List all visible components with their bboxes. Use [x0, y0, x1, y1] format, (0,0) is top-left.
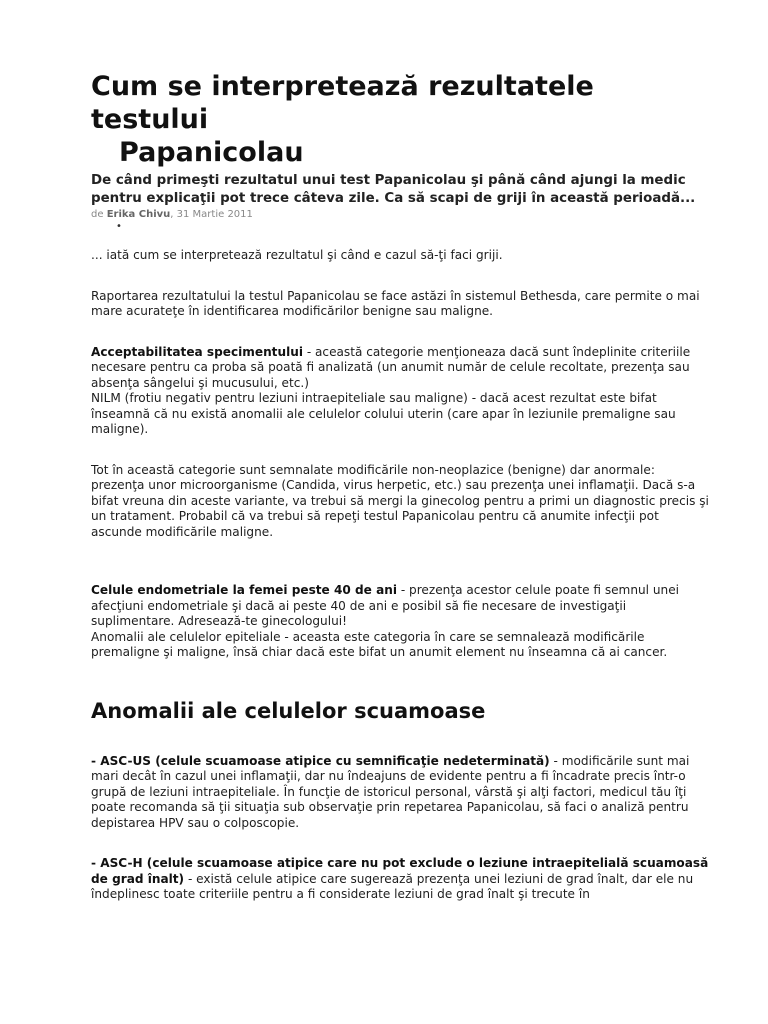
asc-h-text: - există celule atipice care sugerează prezenţa unei leziuni de grad înalt, dar ele nu îndeplinesc toate criteriile pentru a fi considerate leziuni de grad înalt şi trecute în — [91, 871, 694, 901]
byline — [91, 208, 711, 221]
bethesda-paragraph: Raportarea rezultatului la testul Papanicolau se face astăzi în sistemul Bethesda, care permite o mai mare acurateţe în identificarea modificărilor benigne sau maligne. — [91, 288, 700, 318]
article-title — [91, 70, 711, 169]
endometrial-text: - prezenţa acestor celule poate fi semnul unei afecţiuni endometriale şi dacă ai peste 40 de ani e posibil să fie necesare de investigaţii suplimentare. Adresează-te ginecologului! — [91, 583, 680, 628]
non-neoplastic-paragraph: Tot în această categorie sunt semnalate modificările non-neoplazice (benigne) dar anormale: prezenţa unor microorganisme (Candida, virus herpetic, etc.) sau prezenţa unei inflamaţii. Dacă s-a bifat vreuna din aceste variante, va trebui să mergi la ginecolog pentru a primi un diagnostic precis şi un tratament. Probabil că va trebui să repeţi testul Papanicolau pentru că anumite infecţii pot ascunde modificările maligne. — [91, 462, 709, 539]
acceptability-text: - această categorie menţioneaza dacă sunt îndeplinite criteriile necesare pentru ca proba să poată fi analizată (un anumit număr de celule recoltate, prezenţa sau absenţa sângelui şi mucusului, etc.) — [91, 344, 691, 390]
endometrial-paragraph — [91, 583, 711, 630]
acceptability-title: Acceptabilitatea specimentului — [91, 344, 303, 359]
article-title-line2: Papanicolau — [119, 137, 304, 168]
intro-paragraph: ... iată cum se interpretează rezultatul şi când e cazul să-ţi faci griji. — [91, 248, 503, 262]
acceptability-paragraph — [91, 345, 711, 392]
asc-us-paragraph — [91, 754, 711, 832]
asc-h-paragraph — [91, 856, 711, 903]
article-lead: De când primeşti rezultatul unui test Papanicolau şi până când ajungi la medic pentru explicaţii pot trece câteva zile. Ca să scapi de griji în această perioadă... — [91, 173, 696, 206]
byline-prefix: de — [91, 209, 107, 220]
epithelial-paragraph: Anomalii ale celulelor epiteliale - aceasta este categoria în care se semnalează modificările premaligne şi maligne, însă chiar dacă este bifat un anumit element nu înseamna că ai cancer. — [91, 629, 668, 659]
asc-us-title: - ASC-US (celule scuamoase atipice cu semnificaţie nedeterminată) — [91, 753, 550, 768]
section-heading: Anomalii ale celulelor scuamoase — [91, 698, 486, 723]
endometrial-title: Celule endometriale la femei peste 40 de ani — [91, 583, 397, 597]
asc-us-text: - modificările sunt mai mari decât în cazul unei inflamaţii, dar nu îndeajuns de evidente pentru a fi încadrate precis într-o grupă de leziuni intraepiteliale. În funcţie de istoricul personal, vârstă şi alţi factori, medicul tău îţi poate recomanda să ţii situaţia sub observaţie prin repetarea Papanicolau, să faci o analiză pentru depistarea HPV sau o colposcopie. — [91, 753, 690, 830]
author-link[interactable]: Erika Chivu — [106, 209, 171, 220]
bullet-item: • — [116, 221, 122, 232]
asc-h-title: - ASC-H (celule scuamoase atipice care nu pot exclude o leziune intraepitelială scuamoasă de grad înalt) — [91, 856, 709, 886]
nilm-paragraph: NILM (frotiu negativ pentru leziuni intraepiteliale sau maligne) - dacă acest rezultat este bifat înseamnă că nu există anomalii ale celulelor colului uterin (care apar în leziunile premaligne sau maligne). — [91, 391, 676, 436]
publish-date: , 31 Martie 2011 — [170, 209, 253, 220]
article-title-line1: Cum se interpretează rezultatele testului — [91, 71, 594, 135]
article — [91, 70, 711, 903]
